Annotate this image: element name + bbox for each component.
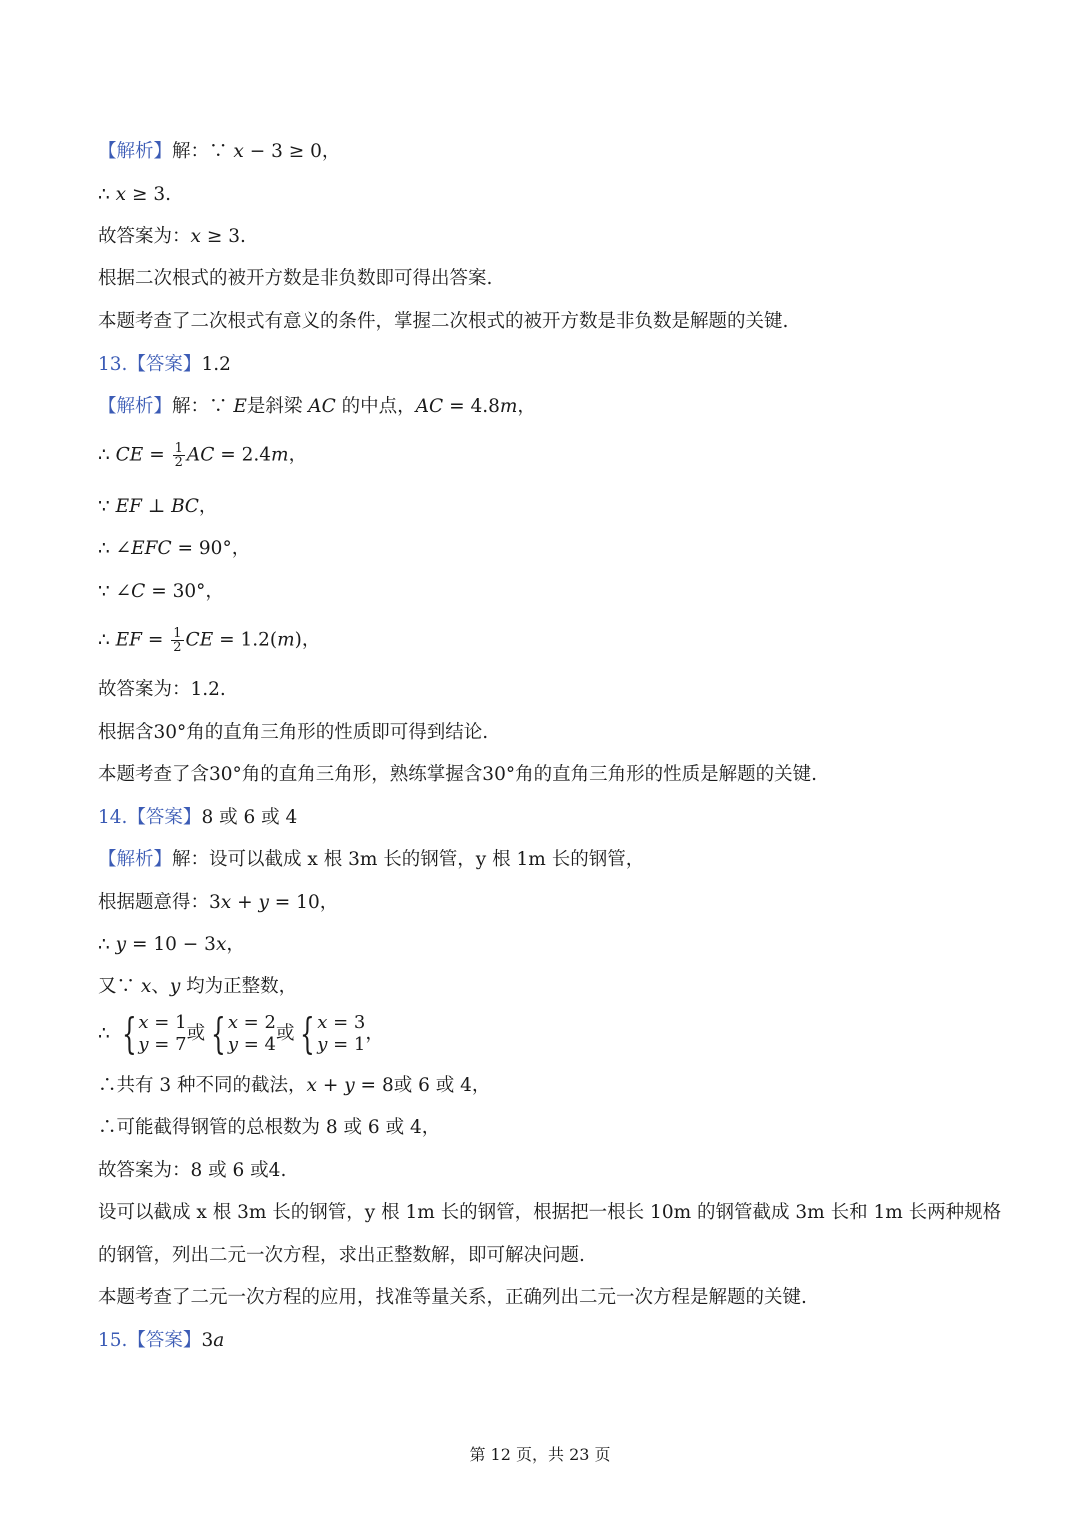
page-footer: 第 12 页，共 23 页 <box>469 1445 611 1464</box>
q14-line-3: ∴ 𝑦 = 10 − 3𝑥， <box>98 934 245 955</box>
q13-analysis-tag: 【解析】 <box>98 396 173 417</box>
equation-system-1: { 𝑥 = 1 𝑦 = 7 <box>121 1009 187 1058</box>
q15-answer: 3𝑎 <box>201 1330 225 1351</box>
q12-analysis-line-1 <box>98 140 340 164</box>
q13-line-7: 故答案为：1.2. <box>98 679 226 700</box>
q14-answer-tag: 【答案】 <box>127 807 202 828</box>
q12-line-5: 本题考查了二次根式有意义的条件，掌握二次根式的被开方数是非负数是解题的关键. <box>98 311 789 332</box>
q13-line-4: ∴ ∠𝐸𝐹𝐶 = 90°， <box>98 538 251 559</box>
frac-num: 1 <box>174 441 183 456</box>
q13-number: 13. <box>98 354 128 375</box>
q13-line-9: 本题考查了含30°角的直角三角形，熟练掌握含30°角的直角三角形的性质是解题的关键. <box>98 764 817 785</box>
half-fraction-2 <box>171 627 183 654</box>
q14-line-7: 故答案为：8 或 6 或4. <box>98 1160 287 1181</box>
q15-answer-line <box>98 1329 224 1353</box>
q14-line-10: 本题考查了二元一次方程的应用，找准等量关系，正确列出二元一次方程是解题的关键. <box>98 1287 807 1308</box>
q14-analysis-tag: 【解析】 <box>98 849 173 870</box>
q14-line-2: 根据题意得：3𝑥 + 𝑦 = 10， <box>98 892 339 913</box>
q13-l2-pre: ∴ 𝐶𝐸 = <box>98 444 171 466</box>
q14-answer: 8 或 6 或 4 <box>201 807 298 828</box>
q12-analysis-tag: 【解析】 <box>98 141 173 162</box>
q13-answer: 1.2 <box>201 354 231 375</box>
frac-num-2: 1 <box>173 626 182 641</box>
q13-answer-line <box>98 353 231 377</box>
frac-den-2: 2 <box>173 640 182 655</box>
sys2-eq-b: 𝑦 = 4 <box>227 1034 276 1055</box>
q14-line-5: ∴共有 3 种不同的截法，𝑥 + 𝑦 = 8或 6 或 4， <box>98 1075 491 1096</box>
q13-line-6 <box>98 627 320 654</box>
sys2-eq-a: 𝑥 = 2 <box>227 1012 276 1033</box>
q14-sys-pre: ∴ <box>98 1023 110 1044</box>
q13-l6-post: 𝐶𝐸 = 1.2(𝑚)， <box>185 629 321 651</box>
q14-systems-line <box>98 1009 384 1058</box>
q14-analysis-line-1 <box>98 848 644 872</box>
q13-analysis-line-1 <box>98 395 536 419</box>
q13-l6-pre: ∴ 𝐸𝐹 = <box>98 629 170 651</box>
equation-system-3: { 𝑥 = 3 𝑦 = 1 <box>300 1009 366 1058</box>
q12-line-3: 故答案为：𝑥 ≥ 3. <box>98 226 246 247</box>
q15-answer-tag: 【答案】 <box>127 1330 202 1351</box>
or-2: 或 <box>275 1023 295 1044</box>
q13-text: 解：∵ 𝐸是斜梁 𝐴𝐶 的中点，𝐴𝐶 = 4.8𝑚， <box>172 396 536 417</box>
sys1-eq-b: 𝑦 = 7 <box>138 1034 187 1055</box>
or-1: 或 <box>186 1023 206 1044</box>
q14-sys-post: ， <box>365 1023 384 1044</box>
q13-line-3: ∵ 𝐸𝐹 ⊥ 𝐵𝐶， <box>98 496 218 517</box>
sys3-eq-b: 𝑦 = 1 <box>317 1034 366 1055</box>
q14-number: 14. <box>98 807 128 828</box>
q14-line-9: 的钢管，列出二元一次方程，求出正整数解，即可解决问题. <box>98 1245 585 1266</box>
half-fraction <box>173 442 185 469</box>
q15-number: 15. <box>98 1330 128 1351</box>
q13-line-8: 根据含30°角的直角三角形的性质即可得到结论. <box>98 722 489 743</box>
q13-l2-post: 𝐴𝐶 = 2.4𝑚， <box>186 444 308 466</box>
sys1-eq-a: 𝑥 = 1 <box>138 1012 187 1033</box>
equation-system-2: { 𝑥 = 2 𝑦 = 4 <box>211 1009 276 1058</box>
frac-den: 2 <box>174 455 183 470</box>
q14-line-8: 设可以截成 x 根 3m 长的钢管，y 根 1m 长的钢管，根据把一根长 10m 的钢管截成 3m 长和 1m 长两种规格 <box>98 1202 1002 1223</box>
sys3-eq-a: 𝑥 = 3 <box>317 1012 366 1033</box>
q13-answer-tag: 【答案】 <box>127 354 202 375</box>
q13-line-5: ∵ ∠𝐶 = 30°， <box>98 581 224 602</box>
q14-line-4: 又∵ 𝑥、𝑦 均为正整数， <box>98 976 298 997</box>
q14-text: 解：设可以截成 x 根 3m 长的钢管，y 根 1m 长的钢管， <box>172 849 645 870</box>
q14-line-6: ∴可能截得钢管的总根数为 8 或 6 或 4， <box>98 1117 441 1138</box>
q12-text: 解：∵ 𝑥 − 3 ≥ 0， <box>172 141 341 162</box>
q12-line-4: 根据二次根式的被开方数是非负数即可得出答案. <box>98 268 493 289</box>
q13-line-2 <box>98 442 307 469</box>
q12-line-2: ∴ 𝑥 ≥ 3. <box>98 184 171 205</box>
q14-answer-line <box>98 806 297 830</box>
